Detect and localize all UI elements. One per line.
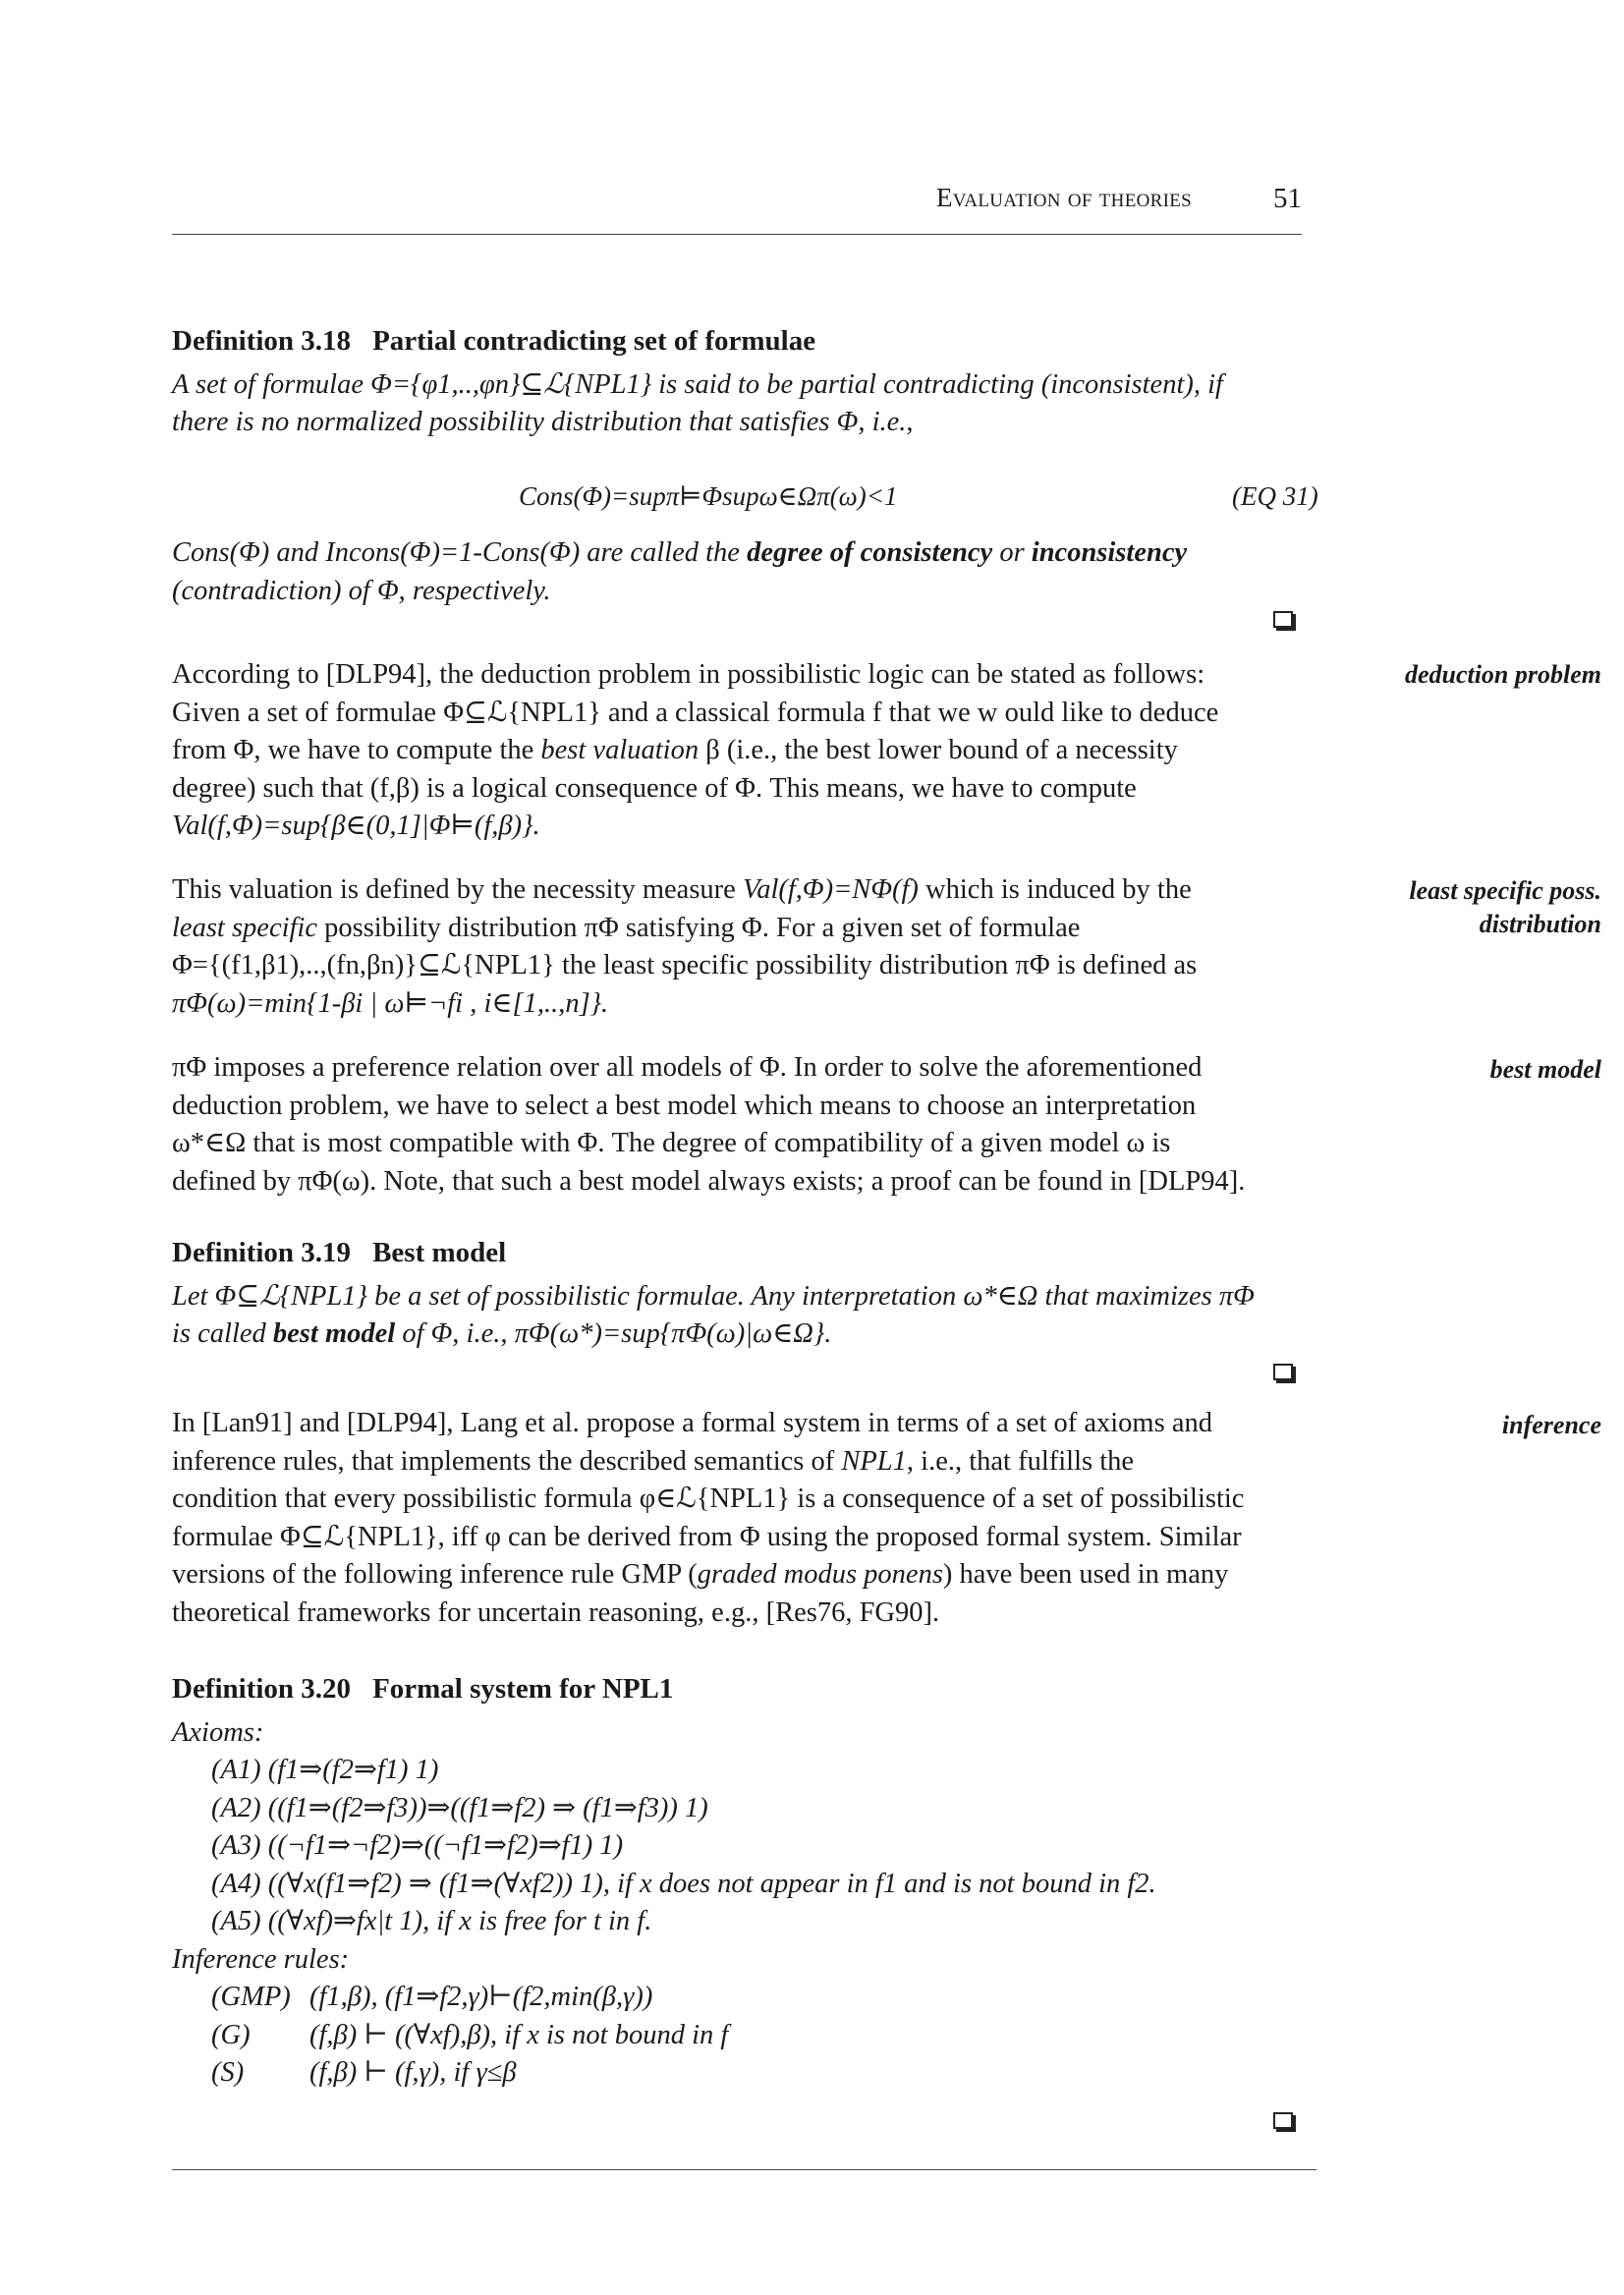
paragraph-line: defined by πΦ(ω). Note, that such a best model always exists; a proof can be found in [DLP94]. — [172, 1165, 1246, 1197]
paragraph-line: theoretical frameworks for uncertain reasoning, e.g., [Res76, FG90]. — [172, 1596, 940, 1628]
inference-rules-list — [172, 1979, 1316, 2093]
definition-body-line: Cons(Φ) and Incons(Φ)=1-Cons(Φ) are called the degree of consistency or inconsistency — [172, 537, 1188, 568]
end-of-definition-icon — [1273, 2112, 1293, 2129]
paragraph-line: πΦ imposes a preference relation over all models of Φ. In order to solve the aforementioned — [172, 1052, 1203, 1083]
paragraph-line: inference rules, that implements the described semantics of NPL1, i.e., that fulfills the — [172, 1445, 1135, 1477]
margin-note-least-specific: least specific poss. distribution — [1409, 876, 1601, 938]
paragraph-inference — [172, 1405, 1316, 1632]
paragraph-line: πΦ(ω)=min{1-βi | ω⊨¬fi , i∈[1,..,n]}. — [172, 987, 609, 1019]
definition-3-20 — [172, 1670, 1316, 2093]
axiom: (A2) ((f1⇒(f2⇒f3))⇒((f1⇒f2) ⇒ (f1⇒f3)) 1) — [211, 1792, 708, 1823]
definition-number: Definition 3.18 — [172, 325, 352, 357]
definition-body-line: (contradiction) of Φ, respectively. — [172, 575, 551, 606]
definition-heading — [172, 1234, 1316, 1272]
equation-label: (EQ 31) — [1232, 481, 1318, 511]
inference-rules-label: Inference rules: — [172, 1943, 350, 1975]
margin-note-inference: inference — [1501, 1411, 1601, 1439]
definition-3-19 — [172, 1234, 1316, 1354]
axioms-label: Axioms: — [172, 1716, 264, 1748]
definition-3-18 — [172, 322, 1316, 442]
definition-title: Partial contradicting set of formulae — [372, 325, 816, 357]
definition-number: Definition 3.20 — [172, 1673, 352, 1705]
paragraph-deduction — [172, 656, 1316, 846]
definition-body-line: is called best model of Φ, i.e., πΦ(ω*)=sup{πΦ(ω)|ω∈Ω}. — [172, 1318, 832, 1349]
margin-note-deduction: deduction problem — [1404, 660, 1601, 689]
paragraph-line: least specific possibility distribution πΦ satisfying Φ. For a given set of formulae — [172, 912, 1081, 943]
definition-body-line: there is no normalized possibility distribution that satisfies Φ, i.e., — [172, 407, 914, 437]
term-degree-of-consistency: degree of consistency — [747, 537, 993, 568]
paragraph-line: deduction problem, we have to select a best model which means to choose an interpretation — [172, 1090, 1197, 1121]
bottom-rule — [172, 2169, 1316, 2170]
definition-heading — [172, 1670, 1316, 1708]
definition-body-line: A set of formulae Φ={φ1,..,φn}⊆ℒ{NPL1} is said to be partial contradicting (inconsistent), if — [172, 368, 1223, 400]
definition-title: Formal system for NPL1 — [372, 1673, 674, 1705]
paragraph-line: versions of the following inference rule GMP (graded modus ponens) have been used in many — [172, 1559, 1229, 1590]
paragraph-line: condition that every possibilistic formula φ∈ℒ{NPL1} is a consequence of a set of possibilistic — [172, 1483, 1245, 1514]
end-of-definition-icon — [1273, 611, 1293, 628]
margin-note-best-model: best model — [1489, 1055, 1601, 1084]
paragraph-valuation — [172, 871, 1316, 1023]
definition-body-line: Let Φ⊆ℒ{NPL1} be a set of possibilistic formulae. Any interpretation ω*∈Ω that maximizes πΦ — [172, 1280, 1255, 1312]
axioms-list — [172, 1752, 1316, 1941]
paragraph-line: According to [DLP94], the deduction problem in possibilistic logic can be stated as follows: — [172, 659, 1205, 690]
definition-title: Best model — [372, 1237, 507, 1268]
inference-rule: (S) (f,β) ⊢ (f,γ), if γ≤β — [211, 2057, 517, 2088]
paragraph-line: ω*∈Ω that is most compatible with Φ. The degree of compatibility of a given model ω is — [172, 1128, 1171, 1158]
paragraph-line: formulae Φ⊆ℒ{NPL1}, iff φ can be derived from Φ using the proposed formal system. Similar — [172, 1521, 1242, 1552]
inference-rule: (G) (f,β) ⊢ ((∀xf),β), if x is not bound in f — [211, 2019, 729, 2050]
definition-number: Definition 3.19 — [172, 1237, 352, 1268]
definition-heading — [172, 322, 1316, 361]
definition-3-18-continuation — [172, 534, 1316, 610]
axiom: (A1) (f1⇒(f2⇒f1) 1) — [211, 1755, 439, 1785]
axiom: (A3) ((¬f1⇒¬f2)⇒((¬f1⇒f2)⇒f1) 1) — [211, 1830, 624, 1861]
running-title: Evaluation of theories — [935, 183, 1192, 212]
paragraph-line: Given a set of formulae Φ⊆ℒ{NPL1} and a classical formula f that we w ould like to deduce — [172, 697, 1219, 728]
equation-cons: Cons(Φ)=supπ⊨Φsupω∈Ωπ(ω)<1 — [519, 481, 898, 511]
running-header — [172, 183, 1302, 235]
paragraph-line: This valuation is defined by the necessity measure Val(f,Φ)=NΦ(f) which is induced by the — [172, 874, 1192, 905]
term-best-model: best model — [272, 1318, 396, 1349]
term-inconsistency: inconsistency — [1031, 537, 1188, 568]
inference-rule: (GMP) (f1,β), (f1⇒f2,γ)⊢(f2,min(β,γ)) — [211, 1982, 653, 2012]
paragraph-line: In [Lan91] and [DLP94], Lang et al. propose a formal system in terms of a set of axioms and — [172, 1408, 1212, 1438]
paragraph-line: degree) such that (f,β) is a logical consequence of Φ. This means, we have to compute — [172, 772, 1137, 804]
axiom: (A5) ((∀xf)⇒fx|t 1), if x is free for t in f. — [211, 1906, 652, 1936]
page-number: 51 — [1273, 183, 1302, 214]
paragraph-line: from Φ, we have to compute the best valuation β (i.e., the best lower bound of a necessity — [172, 735, 1178, 765]
axiom: (A4) ((∀x(f1⇒f2) ⇒ (f1⇒(∀xf2)) 1), if x does not appear in f1 and is not bound in f2. — [211, 1868, 1156, 1899]
paragraph-best-model — [172, 1049, 1316, 1201]
paragraph-line: Φ={(f1,β1),..,(fn,βn)}⊆ℒ{NPL1} the least specific possibility distribution πΦ is defined as — [172, 950, 1198, 980]
end-of-definition-icon — [1273, 1364, 1293, 1380]
paragraph-line: Val(f,Φ)=sup{β∈(0,1]|Φ⊨(f,β)}. — [172, 811, 540, 841]
